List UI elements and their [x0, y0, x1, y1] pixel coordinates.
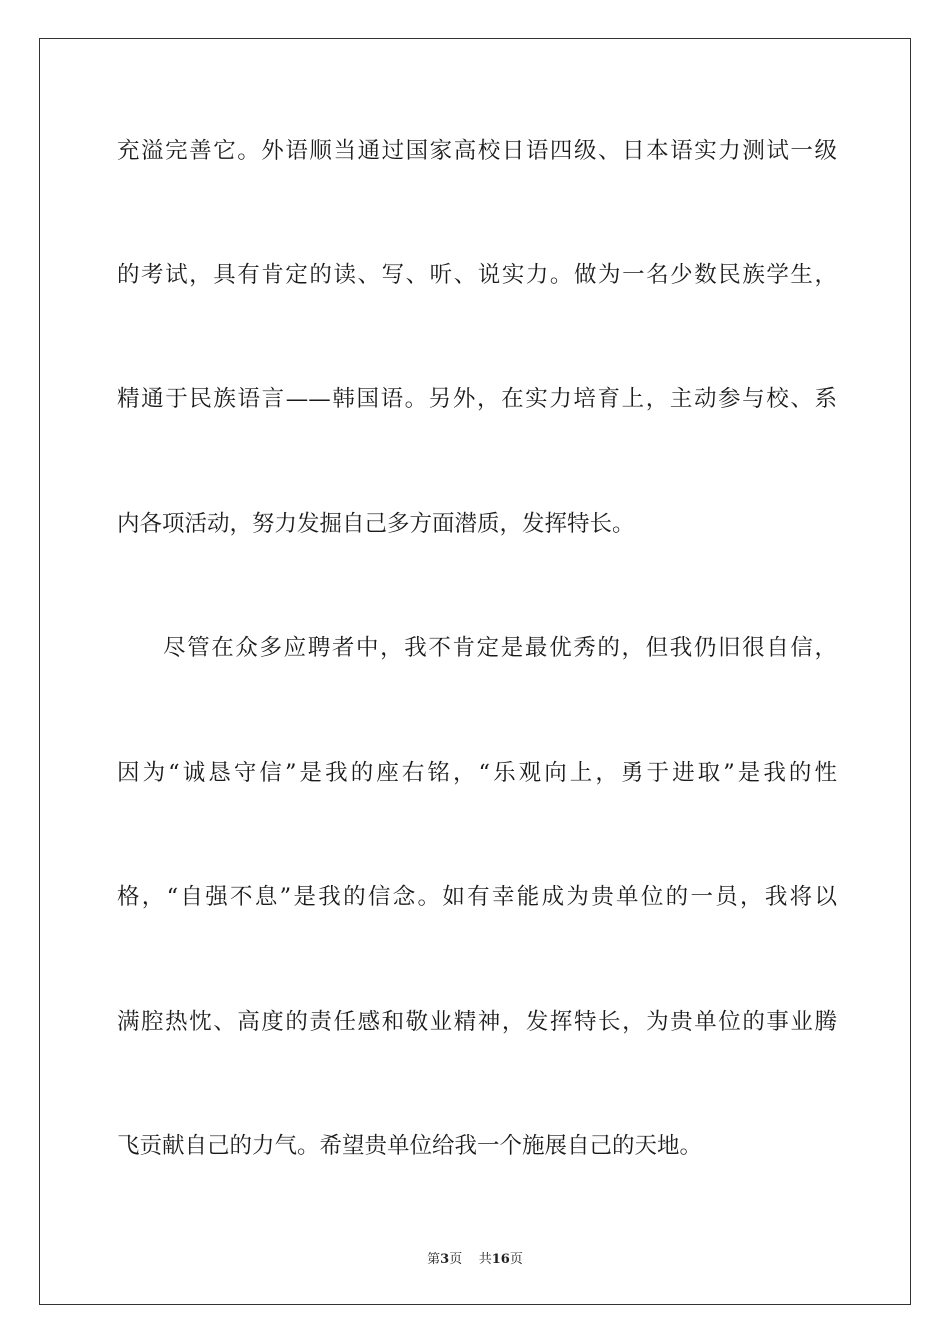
total-suffix: 页	[509, 1252, 523, 1267]
paragraph-line-9: 飞贡献自己的力气。希望贵单位给我一个施展自己的天地。	[117, 1133, 703, 1159]
paragraph-line-7: 格，“自强不息”是我的信念。如有幸能成为贵单位的一员，我将以	[117, 884, 837, 910]
paragraph-line-5: 尽管在众多应聘者中，我不肯定是最优秀的，但我仍旧很自信，	[163, 635, 837, 661]
paragraph-line-3: 精通于民族语言——韩国语。另外，在实力培育上，主动参与校、系	[117, 386, 837, 412]
page-number: 3	[440, 1252, 450, 1267]
paragraph-line-6: 因为“诚恳守信”是我的座右铭，“乐观向上，勇于进取”是我的性	[117, 760, 837, 786]
page-footer	[0, 1248, 950, 1267]
paragraph-line-2: 的考试，具有肯定的读、写、听、说实力。做为一名少数民族学生，	[117, 262, 837, 288]
page-prefix: 第	[427, 1252, 441, 1267]
page-border	[39, 38, 911, 1305]
paragraph-line-1: 充溢完善它。外语顺当通过国家高校日语四级、日本语实力测试一级	[117, 138, 837, 164]
paragraph-line-4: 内各项活动，努力发掘自己多方面潜质，发挥特长。	[117, 511, 635, 537]
total-pages: 16	[491, 1252, 510, 1267]
total-prefix: 共	[478, 1252, 492, 1267]
paragraph-line-8: 满腔热忱、高度的责任感和敬业精神，发挥特长，为贵单位的事业腾	[117, 1009, 837, 1035]
page-suffix: 页	[449, 1252, 463, 1267]
